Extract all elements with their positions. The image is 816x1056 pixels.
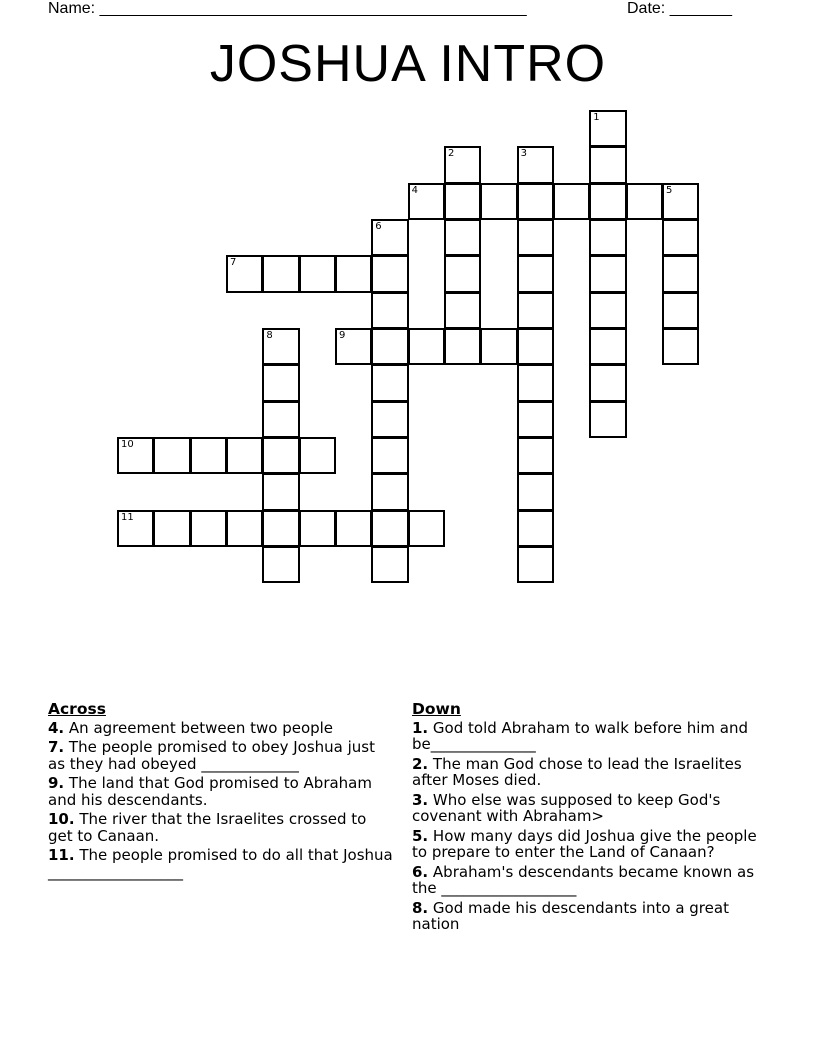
cell-number: 6 [375,220,382,232]
grid-cell [517,292,554,329]
clue-number: 8. [412,898,429,917]
grid-cell [553,183,590,220]
clue-text: The man God chose to lead the Israelites after Moses died. [412,754,742,789]
grid-cell [153,510,190,547]
clue-number: 4. [48,718,65,737]
down-clues [412,701,757,936]
clue-number: 10. [48,810,75,828]
grid-cell [662,219,699,256]
across-clue [48,847,393,880]
grid-cell [371,292,408,329]
grid-cell [480,328,517,365]
grid-cell [517,364,554,401]
clue-text: Who else was supposed to keep God's covenant with Abraham> [412,790,721,825]
grid-cell [371,255,408,292]
clue-text: The land that God promised to Abraham and his descendants. [48,774,372,809]
grid-cell [626,183,663,220]
grid-cell [371,364,408,401]
clue-number: 11. [48,846,75,864]
grid-cell [408,328,445,365]
grid-cell [190,437,227,474]
clue-number: 7. [48,738,65,756]
cell-number: 2 [447,148,455,160]
grid-cell [262,473,299,510]
grid-cell [589,328,626,365]
grid-cell [299,255,336,292]
down-heading: Down [412,700,461,718]
grid-cell [517,510,554,547]
down-clue [412,828,757,861]
clue-text: Abraham's descendants became known as the __________________ [412,862,755,897]
grid-cell [444,146,481,183]
grid-cell [262,364,299,401]
grid-cell [262,255,299,292]
grid-cell [226,255,263,292]
across-clues [48,701,393,883]
clue-text: How many days did Joshua give the people to prepare to enter the Land of Canaan? [412,826,757,861]
cell-number: 1 [593,112,600,123]
grid-cell [517,473,554,510]
grid-cell [299,510,336,547]
grid-cell [408,510,445,547]
across-clue [48,720,393,737]
grid-cell [226,510,263,547]
grid-cell [262,401,299,438]
grid-cell [589,255,626,292]
grid-cell [262,510,299,547]
grid-cell [662,255,699,292]
cell-number: 7 [229,257,237,269]
grid-cell [335,255,372,292]
grid-cell [662,292,699,329]
grid-cell [517,255,554,292]
grid-cell [444,292,481,329]
grid-cell [444,219,481,256]
down-clue [412,900,757,933]
down-clue [412,864,757,897]
grid-cell [335,510,372,547]
grid-cell [408,183,445,220]
across-heading: Across [48,700,106,718]
clue-text: God told Abraham to walk before him and be______________ [412,718,748,753]
clue-text: God made his descendants into a great nation [412,898,729,933]
grid-cell [517,437,554,474]
clue-text: The river that the Israelites crossed to get to Canaan. [48,810,367,845]
grid-cell [589,110,626,147]
cell-number: 9 [338,329,346,341]
grid-cell [517,146,554,183]
grid-cell [226,437,263,474]
grid-cell [262,328,299,365]
grid-cell [589,183,626,220]
grid-cell [517,546,554,583]
down-clue [412,756,757,789]
page-title: JOSHUA INTRO [209,35,607,93]
clue-text: An agreement between two people [68,718,334,737]
grid-cell [371,401,408,438]
across-clue [48,775,393,808]
cell-number: 5 [665,184,673,196]
cell-number: 4 [411,184,418,196]
grid-cell [371,510,408,547]
clue-number: 3. [412,790,429,809]
date-field-label: Date: _______ [627,0,732,17]
across-clue [48,811,393,844]
grid-cell [589,401,626,438]
down-clue [412,720,757,753]
across-clue [48,739,393,772]
clue-number: 2. [412,754,429,773]
grid-cell [517,219,554,256]
cell-number: 8 [266,329,273,341]
grid-cell [117,510,154,547]
grid-cell [117,437,154,474]
grid-cell [153,437,190,474]
clue-number: 9. [48,774,65,792]
grid-cell [589,364,626,401]
clue-number: 6. [412,862,429,881]
grid-cell [517,328,554,365]
grid-cell [371,473,408,510]
clue-text: The people promised to obey Joshua just as they had obeyed _____________ [48,738,376,773]
grid-cell [262,546,299,583]
grid-cell [444,328,481,365]
name-field-label: Name: ________________________________________________ [48,0,527,17]
grid-cell [517,183,554,220]
clue-number: 5. [412,826,429,845]
cell-number: 3 [520,148,527,160]
grid-cell [444,255,481,292]
grid-cell [262,437,299,474]
grid-cell [444,183,481,220]
grid-cell [517,401,554,438]
grid-cell [190,510,227,547]
cell-number: 11 [121,511,134,523]
grid-cell [371,546,408,583]
grid-cell [480,183,517,220]
grid-cell [299,437,336,474]
cell-number: 10 [121,438,134,450]
clue-number: 1. [412,718,429,737]
grid-cell [662,328,699,365]
grid-cell [371,437,408,474]
grid-cell [589,146,626,183]
down-clue [412,792,757,825]
grid-cell [662,183,699,220]
grid-cell [589,219,626,256]
grid-cell [371,328,408,365]
grid-cell [335,328,372,365]
clue-text: The people promised to do all that Joshua __________________ [48,846,393,881]
grid-cell [371,219,408,256]
grid-cell [589,292,626,329]
